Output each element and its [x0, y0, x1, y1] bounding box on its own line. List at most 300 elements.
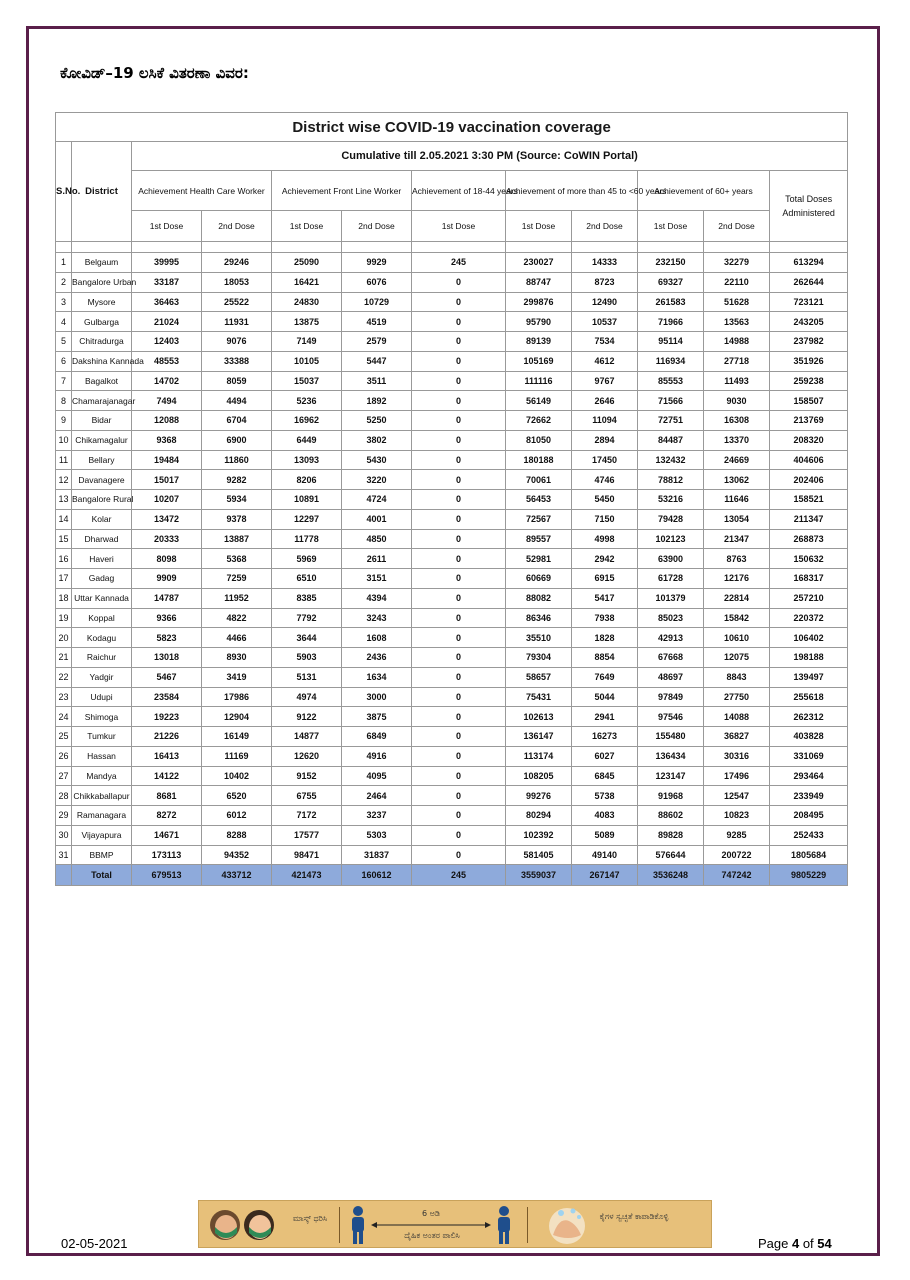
value-cell: 9767	[572, 371, 638, 391]
value-cell: 69327	[638, 272, 704, 292]
value-cell: 72662	[506, 411, 572, 431]
table-row	[56, 529, 848, 549]
district-cell: Koppal	[72, 608, 132, 628]
value-cell: 33388	[202, 351, 272, 371]
value-cell: 8206	[272, 470, 342, 490]
value-cell: 10207	[132, 490, 202, 510]
table-row	[56, 470, 848, 490]
district-cell: Bangalore Urban	[72, 272, 132, 292]
hand-hygiene-text: ಕೈಗಳ ಸ್ವಚ್ಛತೆ ಕಾಪಾಡಿಕೊಳ್ಳಿ	[599, 1212, 669, 1221]
value-cell: 30316	[704, 746, 770, 766]
value-cell: 7150	[572, 509, 638, 529]
value-cell: 5447	[342, 351, 412, 371]
value-cell: 213769	[770, 411, 848, 431]
value-cell: 72751	[638, 411, 704, 431]
value-cell: 16413	[132, 746, 202, 766]
value-cell: 9282	[202, 470, 272, 490]
dose-header: 2nd Dose	[342, 211, 412, 242]
value-cell: 102613	[506, 707, 572, 727]
page-of: of	[799, 1236, 818, 1251]
value-cell: 5934	[202, 490, 272, 510]
value-cell: 7259	[202, 569, 272, 589]
district-cell: BBMP	[72, 845, 132, 865]
table-body	[56, 242, 848, 865]
value-cell: 12403	[132, 332, 202, 352]
value-cell: 15037	[272, 371, 342, 391]
value-cell: 67668	[638, 648, 704, 668]
district-cell: Gulbarga	[72, 312, 132, 332]
table-row	[56, 727, 848, 747]
value-cell: 102392	[506, 825, 572, 845]
value-cell: 257210	[770, 588, 848, 608]
sno-cell: 6	[56, 351, 72, 371]
value-cell: 0	[412, 312, 506, 332]
value-cell: 19484	[132, 450, 202, 470]
sno-cell: 3	[56, 292, 72, 312]
total-value-cell: 160612	[342, 865, 412, 886]
value-cell: 7149	[272, 332, 342, 352]
value-cell: 3000	[342, 687, 412, 707]
value-cell: 5089	[572, 825, 638, 845]
district-cell: Bangalore Rural	[72, 490, 132, 510]
value-cell: 12547	[704, 786, 770, 806]
banner-divider	[527, 1207, 528, 1243]
group-header-flw: Achievement Front Line Worker	[272, 171, 412, 211]
value-cell: 9909	[132, 569, 202, 589]
value-cell: 14988	[704, 332, 770, 352]
table-row	[56, 371, 848, 391]
value-cell: 5467	[132, 667, 202, 687]
value-cell: 7172	[272, 806, 342, 826]
value-cell: 0	[412, 746, 506, 766]
sno-cell: 1	[56, 253, 72, 273]
value-cell: 259238	[770, 371, 848, 391]
value-cell: 150632	[770, 549, 848, 569]
sno-cell: 31	[56, 845, 72, 865]
value-cell: 52981	[506, 549, 572, 569]
value-cell: 136434	[638, 746, 704, 766]
value-cell: 15842	[704, 608, 770, 628]
value-cell: 71966	[638, 312, 704, 332]
value-cell: 9076	[202, 332, 272, 352]
value-cell: 6027	[572, 746, 638, 766]
value-cell: 6076	[342, 272, 412, 292]
value-cell: 8930	[202, 648, 272, 668]
value-cell: 10537	[572, 312, 638, 332]
value-cell: 4001	[342, 509, 412, 529]
sno-cell: 14	[56, 509, 72, 529]
table-row	[56, 667, 848, 687]
dose-header: 1st Dose	[506, 211, 572, 242]
value-cell: 63900	[638, 549, 704, 569]
value-cell: 5417	[572, 588, 638, 608]
value-cell: 4822	[202, 608, 272, 628]
value-cell: 5368	[202, 549, 272, 569]
value-cell: 6900	[202, 430, 272, 450]
value-cell: 8763	[704, 549, 770, 569]
value-cell: 111116	[506, 371, 572, 391]
value-cell: 8681	[132, 786, 202, 806]
table-row	[56, 292, 848, 312]
value-cell: 102123	[638, 529, 704, 549]
value-cell: 53216	[638, 490, 704, 510]
value-cell: 22110	[704, 272, 770, 292]
value-cell: 155480	[638, 727, 704, 747]
value-cell: 202406	[770, 470, 848, 490]
value-cell: 16308	[704, 411, 770, 431]
value-cell: 4466	[202, 628, 272, 648]
value-cell: 0	[412, 588, 506, 608]
table-title: District wise COVID-19 vaccination coverage	[56, 113, 848, 142]
col-sno-header: S.No.	[56, 142, 72, 242]
total-row	[56, 865, 848, 886]
value-cell: 576644	[638, 845, 704, 865]
table-row	[56, 746, 848, 766]
value-cell: 8272	[132, 806, 202, 826]
value-cell: 139497	[770, 667, 848, 687]
value-cell: 123147	[638, 766, 704, 786]
value-cell: 613294	[770, 253, 848, 273]
value-cell: 9368	[132, 430, 202, 450]
value-cell: 237982	[770, 332, 848, 352]
value-cell: 27750	[704, 687, 770, 707]
value-cell: 3875	[342, 707, 412, 727]
value-cell: 7534	[572, 332, 638, 352]
value-cell: 4998	[572, 529, 638, 549]
value-cell: 9378	[202, 509, 272, 529]
value-cell: 9152	[272, 766, 342, 786]
value-cell: 3220	[342, 470, 412, 490]
value-cell: 16273	[572, 727, 638, 747]
value-cell: 12088	[132, 411, 202, 431]
value-cell: 88747	[506, 272, 572, 292]
value-cell: 293464	[770, 766, 848, 786]
value-cell: 2611	[342, 549, 412, 569]
value-cell: 0	[412, 687, 506, 707]
value-cell: 12297	[272, 509, 342, 529]
total-doses-header	[770, 171, 848, 242]
value-cell: 10610	[704, 628, 770, 648]
value-cell: 11169	[202, 746, 272, 766]
district-cell: Kolar	[72, 509, 132, 529]
distance-arrow-icon	[371, 1221, 491, 1229]
sno-cell: 24	[56, 707, 72, 727]
value-cell: 5903	[272, 648, 342, 668]
value-cell: 10402	[202, 766, 272, 786]
value-cell: 6755	[272, 786, 342, 806]
value-cell: 94352	[202, 845, 272, 865]
value-cell: 16421	[272, 272, 342, 292]
page-number	[758, 1236, 832, 1251]
group-header-hcw: Achievement Health Care Worker	[132, 171, 272, 211]
mask-text: ಮಾಸ್ಕ್ ಧರಿಸಿ	[292, 1214, 328, 1223]
group-header-60plus: Achievement of 60+ years	[638, 171, 770, 211]
value-cell: 0	[412, 529, 506, 549]
value-cell: 79304	[506, 648, 572, 668]
value-cell: 0	[412, 727, 506, 747]
value-cell: 208495	[770, 806, 848, 826]
value-cell: 70061	[506, 470, 572, 490]
value-cell: 8059	[202, 371, 272, 391]
group-header-45-60: Achievement of more than 45 to <60 years	[506, 171, 638, 211]
value-cell: 9122	[272, 707, 342, 727]
value-cell: 18053	[202, 272, 272, 292]
value-cell: 42913	[638, 628, 704, 648]
value-cell: 13370	[704, 430, 770, 450]
value-cell: 25090	[272, 253, 342, 273]
value-cell: 106402	[770, 628, 848, 648]
value-cell: 8854	[572, 648, 638, 668]
value-cell: 4746	[572, 470, 638, 490]
table-row	[56, 766, 848, 786]
value-cell: 0	[412, 391, 506, 411]
value-cell: 14787	[132, 588, 202, 608]
value-cell: 12176	[704, 569, 770, 589]
value-cell: 9030	[704, 391, 770, 411]
sno-cell: 17	[56, 569, 72, 589]
sno-cell: 20	[56, 628, 72, 648]
district-cell: Mandya	[72, 766, 132, 786]
value-cell: 404606	[770, 450, 848, 470]
table-row	[56, 253, 848, 273]
value-cell: 21347	[704, 529, 770, 549]
value-cell: 86346	[506, 608, 572, 628]
value-cell: 0	[412, 628, 506, 648]
table-row	[56, 450, 848, 470]
value-cell: 27718	[704, 351, 770, 371]
value-cell: 0	[412, 351, 506, 371]
value-cell: 17986	[202, 687, 272, 707]
value-cell: 262312	[770, 707, 848, 727]
sno-cell: 7	[56, 371, 72, 391]
total-label-cell: Total	[72, 865, 132, 886]
value-cell: 89828	[638, 825, 704, 845]
total-sno-cell	[56, 865, 72, 886]
value-cell: 85023	[638, 608, 704, 628]
value-cell: 8098	[132, 549, 202, 569]
value-cell: 71566	[638, 391, 704, 411]
district-cell: Gadag	[72, 569, 132, 589]
mask-faces-icon	[207, 1205, 283, 1245]
value-cell: 0	[412, 371, 506, 391]
value-cell: 36463	[132, 292, 202, 312]
value-cell: 25522	[202, 292, 272, 312]
value-cell: 13093	[272, 450, 342, 470]
value-cell: 72567	[506, 509, 572, 529]
district-cell: Chamarajanagar	[72, 391, 132, 411]
value-cell: 3243	[342, 608, 412, 628]
value-cell: 136147	[506, 727, 572, 747]
value-cell: 299876	[506, 292, 572, 312]
district-cell: Kodagu	[72, 628, 132, 648]
table-row	[56, 272, 848, 292]
district-cell: Belgaum	[72, 253, 132, 273]
value-cell: 23584	[132, 687, 202, 707]
district-cell: Uttar Kannada	[72, 588, 132, 608]
district-cell: Bidar	[72, 411, 132, 431]
value-cell: 33187	[132, 272, 202, 292]
value-cell: 211347	[770, 509, 848, 529]
value-cell: 12075	[704, 648, 770, 668]
value-cell: 173113	[132, 845, 202, 865]
value-cell: 403828	[770, 727, 848, 747]
value-cell: 36827	[704, 727, 770, 747]
value-cell: 97849	[638, 687, 704, 707]
value-cell: 7792	[272, 608, 342, 628]
table-row	[56, 430, 848, 450]
value-cell: 11931	[202, 312, 272, 332]
value-cell: 11094	[572, 411, 638, 431]
dose-header: 1st Dose	[638, 211, 704, 242]
value-cell: 113174	[506, 746, 572, 766]
district-cell: Chikkaballapur	[72, 786, 132, 806]
district-cell: Vijayapura	[72, 825, 132, 845]
sno-cell: 2	[56, 272, 72, 292]
value-cell: 198188	[770, 648, 848, 668]
value-cell: 4974	[272, 687, 342, 707]
sno-cell: 16	[56, 549, 72, 569]
value-cell: 4612	[572, 351, 638, 371]
table-row	[56, 411, 848, 431]
value-cell: 3237	[342, 806, 412, 826]
value-cell: 56149	[506, 391, 572, 411]
group-header-18-44: Achievement of 18-44 years	[412, 171, 506, 211]
value-cell: 2646	[572, 391, 638, 411]
value-cell: 4095	[342, 766, 412, 786]
table-row	[56, 312, 848, 332]
value-cell: 13887	[202, 529, 272, 549]
value-cell: 5044	[572, 687, 638, 707]
value-cell: 48553	[132, 351, 202, 371]
value-cell: 132432	[638, 450, 704, 470]
value-cell: 5250	[342, 411, 412, 431]
value-cell: 2464	[342, 786, 412, 806]
sno-cell: 15	[56, 529, 72, 549]
value-cell: 0	[412, 549, 506, 569]
table-row	[56, 648, 848, 668]
sno-cell: 8	[56, 391, 72, 411]
value-cell: 2436	[342, 648, 412, 668]
district-cell: Ramanagara	[72, 806, 132, 826]
table-row	[56, 549, 848, 569]
value-cell: 10729	[342, 292, 412, 312]
table-row	[56, 391, 848, 411]
sno-cell: 28	[56, 786, 72, 806]
value-cell: 0	[412, 430, 506, 450]
value-cell: 99276	[506, 786, 572, 806]
sno-cell: 25	[56, 727, 72, 747]
value-cell: 255618	[770, 687, 848, 707]
value-cell: 0	[412, 667, 506, 687]
value-cell: 1828	[572, 628, 638, 648]
table-row	[56, 509, 848, 529]
value-cell: 351926	[770, 351, 848, 371]
value-cell: 19223	[132, 707, 202, 727]
value-cell: 0	[412, 707, 506, 727]
value-cell: 6845	[572, 766, 638, 786]
value-cell: 10823	[704, 806, 770, 826]
value-cell: 29246	[202, 253, 272, 273]
value-cell: 0	[412, 786, 506, 806]
value-cell: 4850	[342, 529, 412, 549]
value-cell: 232150	[638, 253, 704, 273]
table-row	[56, 628, 848, 648]
total-doses-line1: Total Doses	[785, 194, 833, 204]
dose-header: 1st Dose	[132, 211, 202, 242]
value-cell: 95790	[506, 312, 572, 332]
value-cell: 13054	[704, 509, 770, 529]
value-cell: 1892	[342, 391, 412, 411]
value-cell: 13472	[132, 509, 202, 529]
value-cell: 4083	[572, 806, 638, 826]
value-cell: 6915	[572, 569, 638, 589]
value-cell: 10105	[272, 351, 342, 371]
value-cell: 6520	[202, 786, 272, 806]
value-cell: 35510	[506, 628, 572, 648]
total-pages: 54	[817, 1236, 832, 1251]
district-cell: Tumkur	[72, 727, 132, 747]
sno-cell: 13	[56, 490, 72, 510]
value-cell: 5131	[272, 667, 342, 687]
value-cell: 16962	[272, 411, 342, 431]
value-cell: 11646	[704, 490, 770, 510]
value-cell: 0	[412, 766, 506, 786]
footer-date: 02-05-2021	[61, 1236, 128, 1251]
district-cell: Dharwad	[72, 529, 132, 549]
value-cell: 261583	[638, 292, 704, 312]
district-cell: Raichur	[72, 648, 132, 668]
value-cell: 14702	[132, 371, 202, 391]
value-cell: 24830	[272, 292, 342, 312]
person-icon	[349, 1205, 367, 1245]
value-cell: 4494	[202, 391, 272, 411]
spacer-row	[56, 242, 848, 253]
sno-cell: 12	[56, 470, 72, 490]
value-cell: 20333	[132, 529, 202, 549]
district-cell: Bagalkot	[72, 371, 132, 391]
value-cell: 0	[412, 845, 506, 865]
district-cell: Bellary	[72, 450, 132, 470]
sno-cell: 26	[56, 746, 72, 766]
sno-cell: 18	[56, 588, 72, 608]
value-cell: 5450	[572, 490, 638, 510]
value-cell: 0	[412, 490, 506, 510]
value-cell: 89139	[506, 332, 572, 352]
value-cell: 220372	[770, 608, 848, 628]
district-cell: Chitradurga	[72, 332, 132, 352]
value-cell: 51628	[704, 292, 770, 312]
distance-value-text: 6 ಅಡಿ	[422, 1209, 440, 1218]
value-cell: 105169	[506, 351, 572, 371]
value-cell: 7649	[572, 667, 638, 687]
total-value-cell: 433712	[202, 865, 272, 886]
total-value-cell: 3536248	[638, 865, 704, 886]
value-cell: 0	[412, 272, 506, 292]
value-cell: 81050	[506, 430, 572, 450]
value-cell: 21024	[132, 312, 202, 332]
value-cell: 60669	[506, 569, 572, 589]
vaccination-table	[55, 112, 848, 886]
value-cell: 4519	[342, 312, 412, 332]
value-cell: 1634	[342, 667, 412, 687]
district-cell: Udupi	[72, 687, 132, 707]
value-cell: 2894	[572, 430, 638, 450]
value-cell: 88082	[506, 588, 572, 608]
sno-cell: 29	[56, 806, 72, 826]
value-cell: 0	[412, 825, 506, 845]
district-cell: Dakshina Kannada	[72, 351, 132, 371]
value-cell: 13062	[704, 470, 770, 490]
